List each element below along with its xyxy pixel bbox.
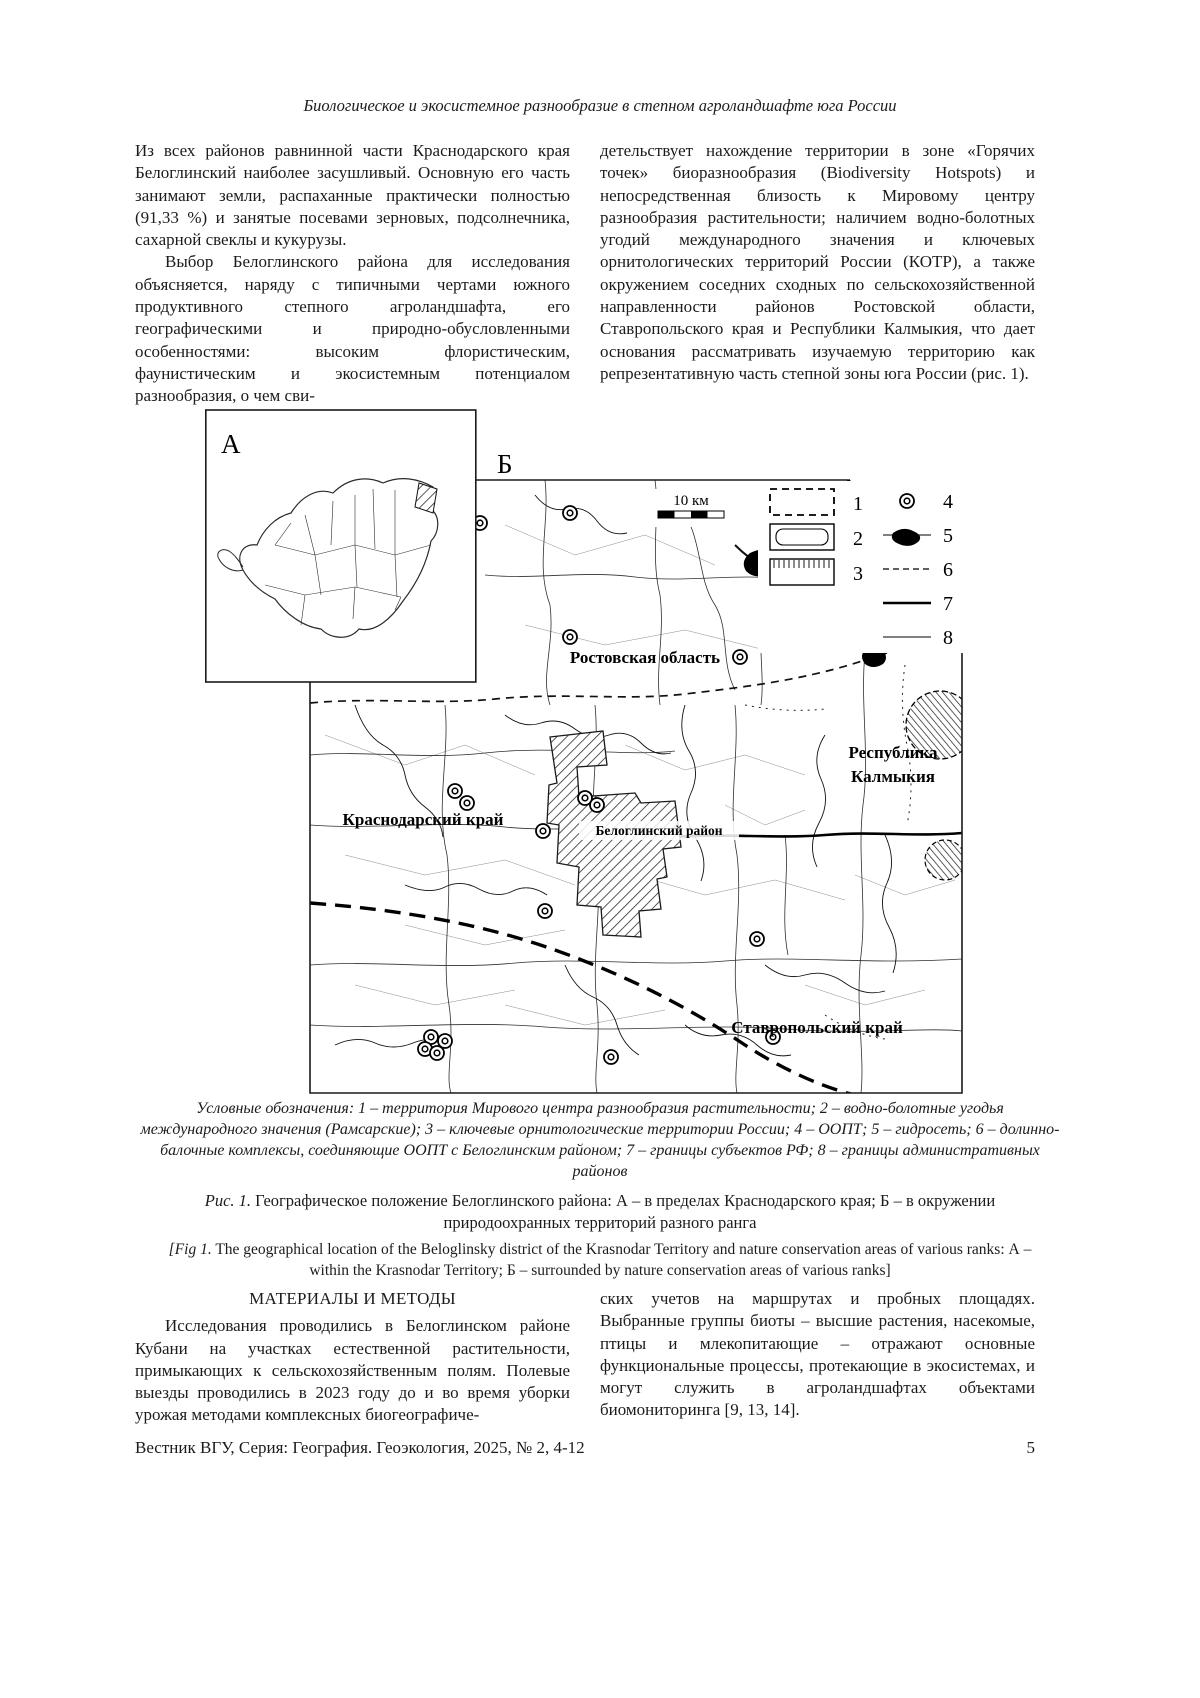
label-rostov: Ростовская область xyxy=(569,648,721,667)
legend-symbol-4 xyxy=(900,494,914,508)
legend-number-4: 4 xyxy=(943,491,953,513)
figure-caption-en xyxy=(150,1240,1050,1281)
figure-1 xyxy=(205,405,965,1095)
scale-bar xyxy=(645,489,737,527)
label-stavropol: Ставропольский край xyxy=(731,1018,903,1037)
label-kalmykia-2: Калмыкия xyxy=(851,767,935,786)
paragraph: Исследования проводились в Белоглинском районе Кубани на участках естественной растительности, примыкающих к сельскохозяйственным полям. Полевые выезды проводились в 2023 году до и во время уборки урожая методами комплексных биогеографиче- xyxy=(135,1316,570,1425)
label-kalmykia-1: Республика xyxy=(848,743,938,762)
intro-left-column xyxy=(135,140,570,408)
legend-number-6: 6 xyxy=(943,559,953,581)
figure-caption-label: Рис. 1. xyxy=(204,1191,252,1210)
label-beloglinsky: Белоглинский район xyxy=(595,823,723,838)
paragraph: детельствует нахождение территории в зоне «Горячих точек» биоразнообразия (Biodiversity Hotspots) и непосредственная близость к Мировому центру разнообразия растительности; наличием водно-болотных угодий международного значения и ключевых орнитологических территорий России (КОТР), а также окружением соседних сходных по сельскохозяйственной направленности районов Ростовской области, Ставропольского края и Республики Калмыкия, что дает основания рассматривать изучаемую территорию как репрезентативную часть степной зоны юга России (рис. 1). xyxy=(600,141,1035,383)
legend-number-8: 8 xyxy=(943,627,953,649)
methods-heading: МАТЕРИАЛЫ И МЕТОДЫ xyxy=(249,1289,456,1308)
legend-number-7: 7 xyxy=(943,593,953,615)
legend-number-3: 3 xyxy=(853,563,863,585)
inset-panel-a xyxy=(206,410,476,682)
paragraph: Выбор Белоглинского района для исследования объясняется, наряду с типичными чертами южного продуктивного степного агроландшафта, его географическими и природно-обусловленными особенностями: высоким флористическим, фаунистическим и экосистемным потенциалом разнообразия, о чем сви- xyxy=(135,252,570,406)
running-head: Биологическое и экосистемное разнообразие в степном агроландшафте юга России xyxy=(303,96,897,115)
figure-caption-ru xyxy=(180,1190,1020,1233)
legend-number-5: 5 xyxy=(943,525,953,547)
legend-number-1: 1 xyxy=(853,493,863,515)
inset-beloglinsky-highlight xyxy=(415,483,437,513)
intro-right-column xyxy=(600,140,1035,408)
methods-right-column xyxy=(600,1288,1035,1427)
panel-b-letter: Б xyxy=(497,449,513,479)
map-figure xyxy=(205,405,965,1095)
figure-caption-en-text: The geographical location of the Beloglinsky district of the Krasnodar Territory and nature conservation areas of various ranks: А – within the Krasnodar Territory; Б – surrounded by nature conservation areas of various ranks] xyxy=(211,1241,1032,1279)
methods-left-column xyxy=(135,1288,570,1427)
figure-legend-caption: Условные обозначения: 1 – территория Мирового центра разнообразия растительности; 2 – водно-болотные угодья международного значения (Рамсарские); 3 – ключевые орнитологические территории России; 4 – ООПТ; 5 – гидросеть; 6 – долинно-балочные комплексы, соединяющие ООПТ с Белоглинским районом; 7 – границы субъектов РФ; 8 – границы административных районов xyxy=(140,1100,1060,1180)
page-footer xyxy=(135,1438,1035,1458)
figure-caption-text: Географическое положение Белоглинского района: А – в пределах Краснодарского края; Б – в окружении природоохранных территорий разного ранга xyxy=(251,1191,996,1232)
footer-page-number: 5 xyxy=(1026,1438,1035,1457)
legend-number-2: 2 xyxy=(853,528,863,550)
paragraph: Из всех районов равнинной части Краснодарского края Белоглинский наиболее засушливый. Основную его часть занимают земли, распаханные практически полностью (91,33 %) и занятые посевами зерновых, подсолнечника, сахарной свеклы и кукурузы. xyxy=(135,141,570,250)
figure-caption-en-label: [Fig 1. xyxy=(168,1241,212,1258)
footer-journal: Вестник ВГУ, Серия: География. Геоэкология, 2025, № 2, 4-12 xyxy=(135,1438,585,1457)
panel-a-letter: А xyxy=(221,429,241,459)
scale-label: 10 км xyxy=(673,493,709,509)
intro-text xyxy=(135,140,1035,408)
methods-section xyxy=(135,1288,1035,1427)
paragraph: ских учетов на маршрутах и пробных площадях. Выбранные группы биоты – высшие растения, насекомые, птицы и млекопитающие – отражают основные функциональные процессы, протекающие в экосистемах, и могут служить в агроландшафтах объектами биомониторинга [9, 13, 14]. xyxy=(600,1289,1035,1420)
map-legend xyxy=(758,481,965,653)
label-krasnodar: Краснодарский край xyxy=(342,810,504,829)
